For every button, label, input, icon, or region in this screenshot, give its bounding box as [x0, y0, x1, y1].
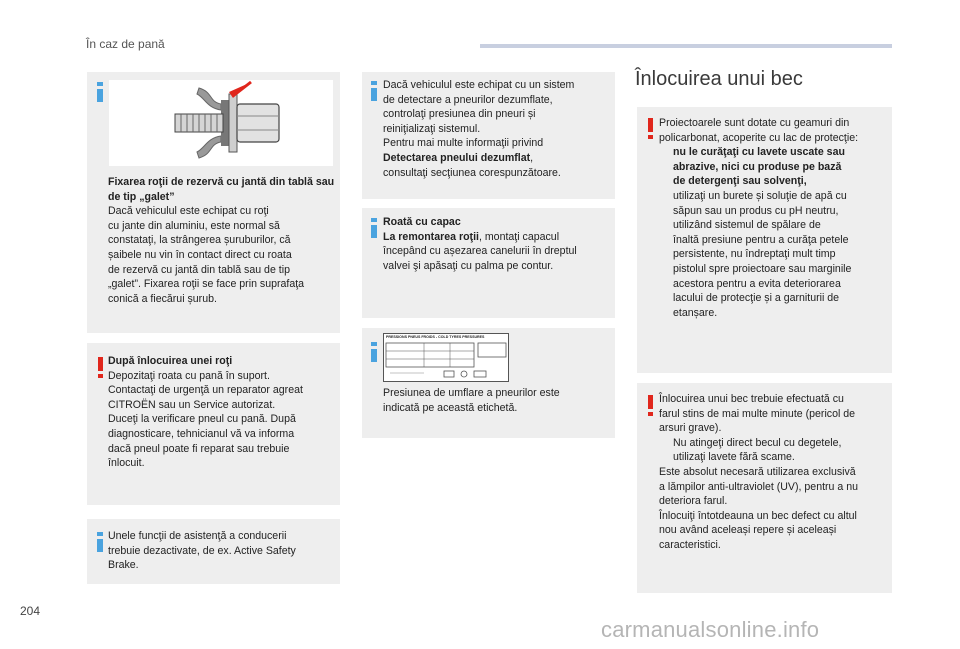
text-line: controlaţi presiunea din pneuri și: [383, 108, 536, 121]
text-fragment: , montaţi capacul: [478, 230, 560, 243]
warning-box-bulb-replacement: [637, 383, 892, 593]
box-heading: După înlocuirea unei roţi: [108, 355, 233, 367]
text-line: Este absolut necesară utilizarea exclusivă: [659, 465, 856, 478]
text-line: consultaţi secţiunea corespunzătoare.: [383, 166, 561, 179]
text-line: [383, 230, 611, 245]
text-line: Brake.: [108, 559, 139, 572]
warning-icon: [648, 395, 653, 416]
text-line: săpun sau un produs cu pH neutru,: [673, 204, 839, 217]
info-box-wheel-cover: [362, 208, 615, 318]
text-line: policarbonat, acoperite cu lac de protecţie:: [659, 131, 859, 144]
text-line: Contactaţi de urgenţă un reparator agreat: [108, 384, 303, 397]
warning-icon: [648, 118, 653, 139]
text-line: indicată pe această etichetă.: [383, 401, 518, 414]
text-line: [383, 151, 611, 166]
info-box-spare-wheel: [87, 72, 340, 333]
text-line: farul stins de mai multe minute (pericol de: [659, 407, 856, 420]
text-line: constataţi, la strângerea șuruburilor, că: [108, 234, 291, 247]
text-line: „galet”. Fixarea roţii se face prin suprafaţa: [108, 278, 305, 291]
text-line: Proiectoarele sunt dotate cu geamuri din: [659, 117, 850, 129]
box-heading: Roată cu capac: [383, 216, 461, 228]
text-line: Duceţi la verificare pneul cu pană. După: [108, 413, 296, 426]
info-box-tyre-pressure-label: [362, 328, 615, 438]
warning-box-headlamp-care: [637, 107, 892, 373]
info-icon: [97, 82, 103, 102]
text-line: de rezervă cu jantă din tablă sau de tip: [108, 263, 290, 276]
wheel-bolt-illustration: [109, 80, 333, 166]
text-line: Unele funcţii de asistenţă a conducerii: [108, 530, 287, 542]
text-line: persistente, nu îndreptaţi mult timp: [673, 248, 836, 261]
info-box-driving-aids: [87, 519, 340, 584]
bold-reference: Detectarea pneului dezumflat: [383, 151, 531, 164]
text-line: etanșare.: [673, 306, 718, 319]
text-line: lacului de protecţie și a garniturii de: [673, 292, 840, 305]
text-line: de detectare a pneurilor dezumflate,: [383, 93, 553, 106]
text-line: reiniţializaţi sistemul.: [383, 122, 481, 135]
list-item: [659, 436, 889, 465]
box-heading: Fixarea roţii de rezervă cu jantă din tablă sau de tip „galet”: [108, 176, 335, 203]
text-line: CITROËN sau un Service autorizat.: [108, 398, 276, 411]
text-line: dacă pneul poate fi reparat sau trebuie: [108, 442, 290, 455]
text-line: pistolul spre proiectoare sau marginile: [673, 262, 852, 275]
warning-box-after-wheel-change: [87, 343, 340, 505]
text-line: caracteristici.: [659, 538, 721, 551]
list-item: [659, 145, 889, 189]
text-line: utilizând sistemul de spălare de: [673, 219, 821, 232]
text-line: conică a fiecărui șurub.: [108, 292, 217, 305]
list-item: [659, 189, 889, 218]
text-line: Înlocuiţi întotdeauna un bec defect cu altul: [659, 509, 857, 522]
info-icon: [371, 218, 377, 238]
text-line: Dacă vehiculul este echipat cu un sistem: [383, 79, 575, 91]
watermark[interactable]: carmanualsonline.info: [601, 617, 820, 642]
text-line: începând cu așezarea canelurii în dreptul: [383, 245, 577, 258]
page-header-title: În caz de pană: [86, 37, 165, 51]
text-line: Depozitaţi roata cu pană în suport.: [108, 369, 270, 382]
bold-intro: La remontarea roţii: [383, 230, 479, 243]
text-line: a lămpilor anti-ultraviolet (UV), pentru a nu: [659, 480, 859, 493]
text-line: acestora pentru a evita deteriorarea: [673, 277, 841, 290]
text-line: Presiunea de umflare a pneurilor este: [383, 387, 560, 399]
info-icon: [371, 81, 377, 101]
text-line: diagnosticare, tehnicianul vă va informa: [108, 427, 295, 440]
text-line: deteriora farul.: [659, 495, 728, 508]
text-line: utilizaţi un burete și soluţie de apă cu: [673, 189, 847, 202]
info-box-tyre-detection: [362, 72, 615, 199]
text-fragment: ,: [530, 151, 534, 164]
text-line: Nu atingeţi direct becul cu degetele,: [673, 436, 842, 449]
page-header-bar: [480, 44, 892, 48]
text-line: înaltă presiune pentru a curăţa petele: [673, 233, 849, 246]
section-title: Înlocuirea unui bec: [635, 68, 803, 90]
text-line: cu jante din aluminiu, este normal să: [108, 219, 280, 232]
text-line: nou având aceleași repere și aceleași: [659, 524, 837, 537]
text-line: utilizaţi lavete fără scame.: [673, 451, 795, 464]
text-line: trebuie dezactivate, de ex. Active Safety: [108, 544, 296, 557]
text-line: nu le curăţaţi cu lavete uscate sau: [673, 146, 845, 159]
text-line: Înlocuirea unui bec trebuie efectuată cu: [659, 393, 844, 405]
info-icon: [371, 342, 377, 362]
text-line: valvei şi apăsaţi cu palma pe contur.: [383, 259, 554, 272]
info-icon: [97, 532, 103, 552]
text-line: Pentru mai multe informaţii privind: [383, 137, 544, 150]
text-line: de detergenţi sau solvenţi,: [673, 175, 807, 188]
text-line: șaibele nu vin în contact direct cu roata: [108, 248, 292, 261]
list-item: [659, 218, 889, 320]
text-line: înlocuit.: [108, 457, 145, 470]
tyre-pressure-label-illustration: [383, 333, 509, 382]
page-number: 204: [20, 604, 41, 618]
text-line: arsuri grave).: [659, 422, 722, 435]
text-line: Dacă vehiculul este echipat cu roţi: [108, 205, 269, 218]
label-title: PRESSIONS PNEUS FROIDS - COLD TYRES PRESSURES: [386, 335, 485, 339]
warning-icon: [98, 357, 103, 378]
text-line: abrazive, nici cu produse pe bază: [673, 160, 842, 173]
